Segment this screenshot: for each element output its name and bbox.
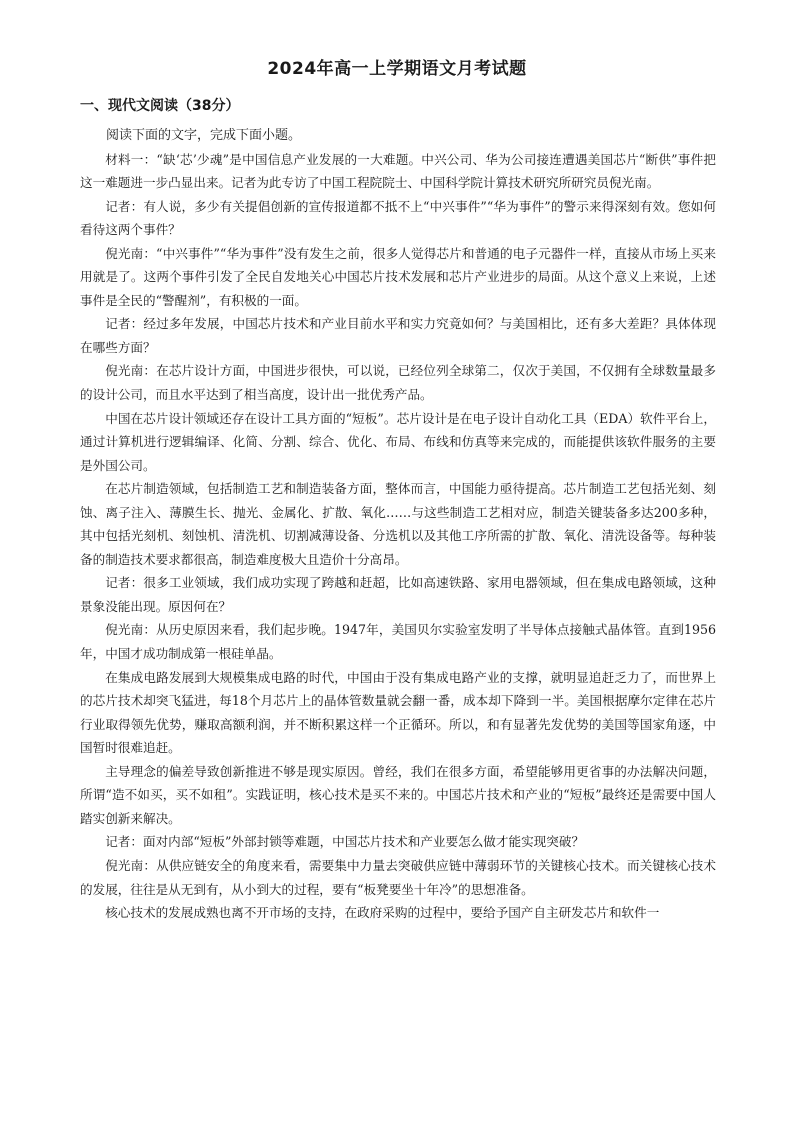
paragraph: 记者：有人说，多少有关提倡创新的宣传报道都不抵不上“中兴事件”“华为事件”的警示来得深刻有效。您如何看待这两个事件？ xyxy=(80,198,716,238)
paragraph: 中国在芯片设计领域还存在设计工具方面的“短板”。芯片设计是在电子设计自动化工具（EDA）软件平台上，通过计算机进行逻辑编译、化简、分割、综合、优化、布局、布线和仿真等来完成的，而能提供该软件服务的主要是外国公司。 xyxy=(80,410,716,473)
paragraph: 记者：经过多年发展，中国芯片技术和产业目前水平和实力究竟如何？与美国相比，还有多大差距？具体体现在哪些方面？ xyxy=(80,316,716,355)
paragraph: 记者：面对内部“短板”外部封锁等难题，中国芯片技术和产业要怎么做才能实现突破？ xyxy=(105,834,585,850)
paragraph: 倪光南：从历史原因来看，我们起步晚。1947年，美国贝尔实验室发明了半导体点接触式晶体管。直到1956年，中国才成功制成第一根硅单晶。 xyxy=(80,622,716,662)
instruction-text: 阅读下面的文字，完成下面小题。 xyxy=(106,128,302,143)
paragraph: 材料一：“缺‘芯’少魂”是中国信息产业发展的一大难题。中兴公司、华为公司接连遭遇美国芯片“断供”事件把这一难题进一步凸显出来。记者为此专访了中国工程院院士、中国科学院计算技术研究所研究员倪光南。 xyxy=(80,151,716,191)
paragraph: 倪光南：从供应链安全的角度来看，需要集中力量去突破供应链中薄弱环节的关键核心技术。而关键核心技术的发展，往往是从无到有，从小到大的过程，要有“板凳要坐十年冷”的思想准备。 xyxy=(80,857,716,897)
paragraph: 倪光南：“中兴事件”“华为事件”没有发生之前，很多人觉得芯片和普通的电子元器件一样，直接从市场上买来用就是了。这两个事件引发了全民自发地关心中国芯片技术发展和芯片产业进步的局面。从这个意义上来说，上述事件是全民的“警醒剂”，有积极的一面。 xyxy=(80,245,716,308)
paragraph: 在集成电路发展到大规模集成电路的时代，中国由于没有集成电路产业的支撑，就明显追赶乏力了，而世界上的芯片技术却突飞猛进，每18个月芯片上的晶体管数量就会翻一番，成本却下降到一半。美国根据摩尔定律在芯片行业取得领先优势，赚取高额利润，并不断积累这样一个正循环。所以，和有显著先发优势的美国等国家角逐，中国暂时很难追赶。 xyxy=(80,669,716,756)
paragraph: 核心技术的发展成熟也离不开市场的支持，在政府采购的过程中，要给予国产自主研发芯片和软件一 xyxy=(105,905,660,921)
exam-title: 2024年高一上学期语文月考试题 xyxy=(267,59,527,79)
paragraph: 记者：很多工业领域，我们成功实现了跨越和赶超，比如高速铁路、家用电器领域，但在集成电路领域，这种景象没能出现。原因何在？ xyxy=(80,575,716,614)
reading-text xyxy=(80,124,716,925)
paragraph: 倪光南：在芯片设计方面，中国进步很快，可以说，已经位列全球第二，仅次于美国，不仅拥有全球数量最多的设计公司，而且水平达到了相当高度，设计出一批优秀产品。 xyxy=(80,363,716,403)
paragraph: 主导理念的偏差导致创新推进不够是现实原因。曾经，我们在很多方面，希望能够用更省事的办法解决问题，所谓“造不如买，买不如租”。实践证明，核心技术是买不来的。中国芯片技术和产业的“短板”最终还是需要中国人踏实创新来解决。 xyxy=(80,763,716,826)
section-heading: 一、现代文阅读（38分） xyxy=(80,98,240,114)
paragraph: 在芯片制造领域，包括制造工艺和制造装备方面，整体而言，中国能力亟待提高。芯片制造工艺包括光刻、刻蚀、离子注入、薄膜生长、抛光、金属化、扩散、氧化……与这些制造工艺相对应，制造关键装备多达200多种，其中包括光刻机、刻蚀机、清洗机、切割减薄设备、分选机以及其他工序所需的扩散、氧化、清洗设备等。每种装备的制造技术要求都很高，制造难度极大且造价十分高昂。 xyxy=(80,481,716,567)
